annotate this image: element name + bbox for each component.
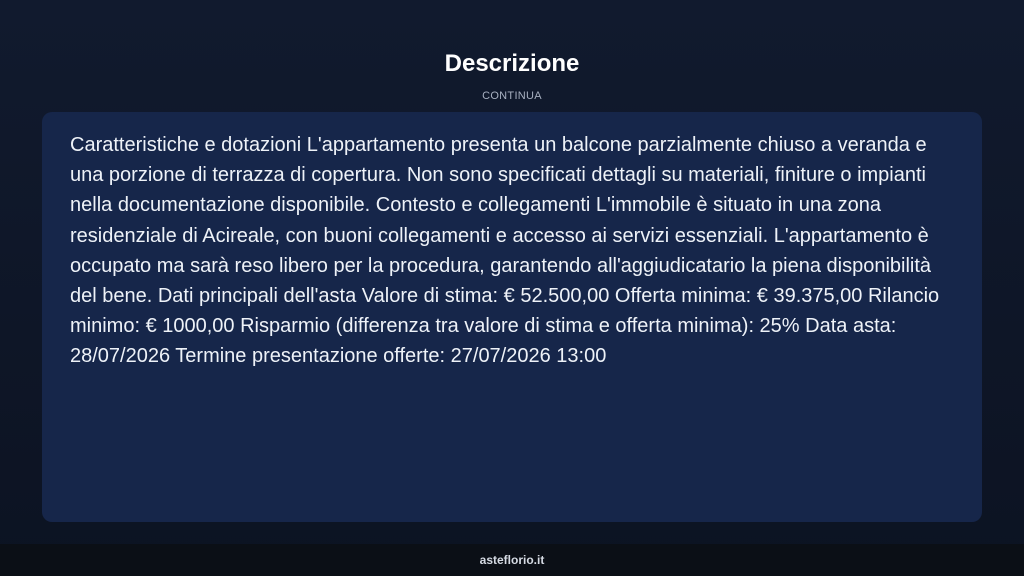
page-title: Descrizione bbox=[444, 50, 580, 77]
continue-label: CONTINUA bbox=[482, 90, 542, 102]
description-card bbox=[42, 112, 982, 522]
footer-site-name: asteflorio.it bbox=[479, 553, 545, 567]
description-text: Caratteristiche e dotazioni L'appartamento presenta un balcone parzialmente chiuso a veranda e una porzione di terrazza di copertura. Non sono specificati dettagli su materiali, finiture o impianti nella documentazione disponibile. Contesto e collegamenti L'immobile è situato in una zona residenziale di Acireale, con buoni collegamenti e accesso ai servizi essenziali. L'appartamento è occupato ma sarà reso libero per la procedura, garantendo all'aggiudicatario la piena disponibilità del bene. Dati principali dell'asta Valore di stima: € 52.500,00 Offerta minima: € 39.375,00 Rilancio minimo: € 1000,00 Risparmio (differenza tra valore di stima e offerta minima): 25% Data asta: 28/07/2026 Termine presentazione offerte: 27/07/2026 13:00 bbox=[70, 134, 940, 368]
